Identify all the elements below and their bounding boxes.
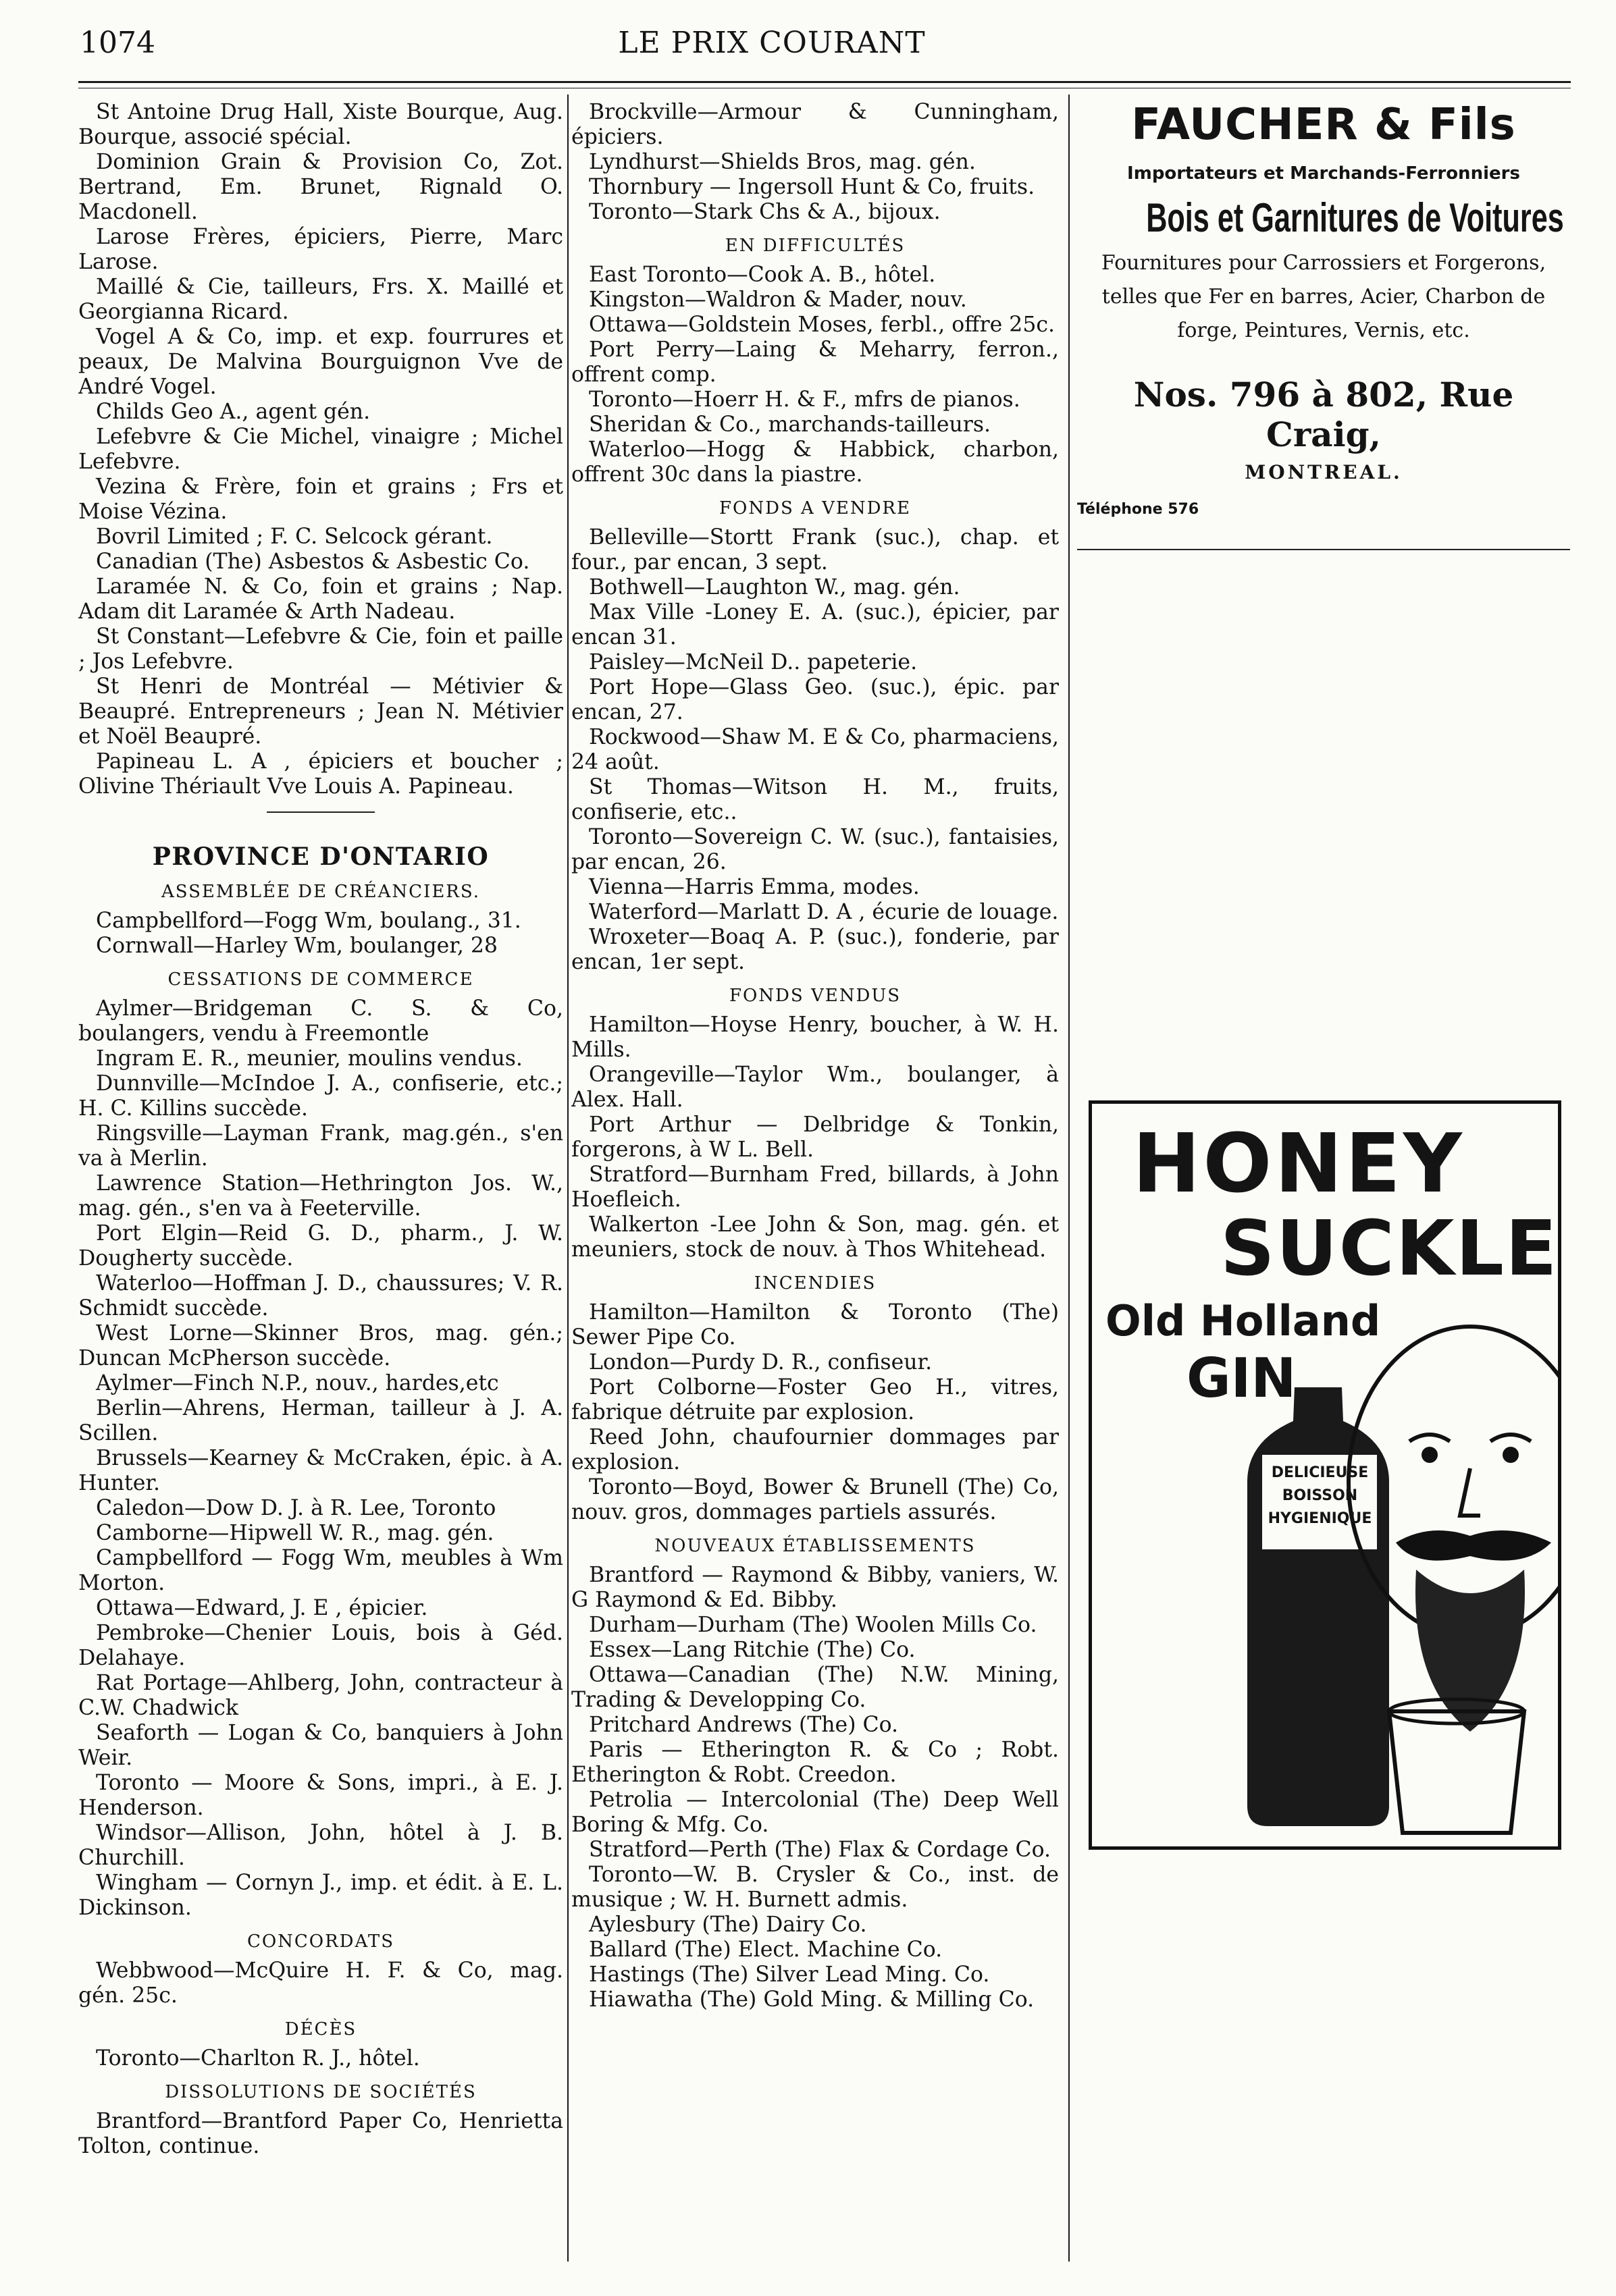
listing-entry: Hamilton—Hoyse Henry, boucher, à W. H. Mills.: [571, 1013, 1059, 1062]
bottle-icon: [1247, 1387, 1389, 1826]
section-heading: FONDS VENDUS: [729, 986, 902, 1006]
listing-entry: Windsor—Allison, John, hôtel à J. B. Churchill.: [78, 1821, 563, 1870]
listing-entry: Hiawatha (The) Gold Ming. & Milling Co.: [589, 1987, 1035, 2012]
listing-entry: Aylmer—Bridgeman C. S. & Co, boulangers, vendu à Freemontle: [78, 996, 563, 1046]
listing-entry: Sheridan & Co., marchands-tailleurs.: [589, 412, 991, 437]
glass-icon: [1389, 1711, 1524, 1833]
page-number: 1074: [80, 26, 155, 60]
listing-entry: Waterloo—Hoffman J. D., chaussures; V. R. Schmidt succède.: [78, 1271, 563, 1320]
listing-entry: Canadian (The) Asbestos & Asbestic Co.: [96, 550, 530, 574]
listing-entry: St Thomas—Witson H. M., fruits, confiserie, etc..: [571, 775, 1059, 824]
listing-entry: Toronto—Hoerr H. & F., mfrs de pianos.: [589, 388, 1020, 412]
listing-entry: Lawrence Station—Hethrington Jos. W., mag. gén., s'en va à Feeterville.: [78, 1171, 563, 1221]
listing-entry: Brantford — Raymond & Bibby, vaniers, W. G Raymond & Ed. Bibby.: [571, 1563, 1059, 1612]
listing-entry: Childs Geo A., agent gén.: [96, 400, 371, 424]
advertiser-address: Nos. 796 à 802, Rue Craig,: [1133, 375, 1514, 454]
listing-entry: Toronto—Boyd, Bower & Brunell (The) Co, nouv. gros, dommages partiels assurés.: [571, 1475, 1059, 1524]
listing-entry: Vienna—Harris Emma, modes.: [589, 875, 920, 899]
listing-entry: Toronto — Moore & Sons, impri., à E. J. Henderson.: [78, 1771, 563, 1820]
ad-old-holland: Old Holland: [1105, 1296, 1381, 1345]
section-heading: FONDS A VENDRE: [719, 498, 911, 518]
listing-entry: Campbellford — Fogg Wm, meubles à Wm Morton.: [78, 1546, 563, 1595]
listing-entry: Papineau L. A , épiciers et boucher ; Olivine Thériault Vve Louis A. Papineau.: [78, 749, 563, 799]
section-heading: CESSATIONS DE COMMERCE: [167, 969, 474, 990]
listing-entry: Orangeville—Taylor Wm., boulanger, à Alex. Hall.: [571, 1063, 1059, 1112]
listing-entry: Paris — Etherington R. & Co ; Robt. Etherington & Robt. Creedon.: [571, 1738, 1059, 1787]
listing-entry: Thornbury — Ingersoll Hunt & Co, fruits.: [589, 175, 1035, 199]
listing-entry: Port Elgin—Reid G. D., pharm., J. W. Dougherty succède.: [78, 1221, 563, 1271]
listing-entry: Wroxeter—Boaq A. P. (suc.), fonderie, par encan, 1er sept.: [571, 925, 1059, 974]
listing-entry: St Antoine Drug Hall, Xiste Bourque, Aug. Bourque, associé spécial.: [78, 100, 563, 149]
listing-entry: Kingston—Waldron & Mader, nouv.: [589, 288, 967, 312]
listing-entry: Belleville—Stortt Frank (suc.), chap. et four., par encan, 3 sept.: [571, 525, 1059, 575]
column-divider-right: [1068, 95, 1070, 2262]
listing-entry: Berlin—Ahrens, Herman, tailleur à J. A. Scillen.: [78, 1396, 563, 1445]
listing-entry: Ringsville—Layman Frank, mag.gén., s'en va à Merlin.: [78, 1121, 563, 1171]
section-rule: [267, 811, 375, 813]
listing-entry: Port Perry—Laing & Meharry, ferron., offrent comp.: [571, 338, 1059, 387]
listing-entry: Campbellford—Fogg Wm, boulang., 31.: [96, 909, 521, 933]
ad-brand-suckle: SUCKLE: [1220, 1205, 1559, 1293]
listing-entry: Lefebvre & Cie Michel, vinaigre ; Michel Lefebvre.: [78, 425, 563, 474]
listing-entry: Rockwood—Shaw M. E & Co, pharmaciens, 24 août.: [571, 725, 1059, 774]
advertiser-description: Fournitures pour Carrossiers et Forgerons, telles que Fer en barres, Acier, Charbon de forge, Peintures, Vernis, etc.: [1101, 251, 1546, 342]
listing-entry: St Henri de Montréal — Métivier & Beaupré. Entrepreneurs ; Jean N. Métivier et Noël Beaupré.: [78, 674, 563, 749]
ad-gin: GIN: [1187, 1347, 1297, 1410]
section-heading: DISSOLUTIONS DE SOCIÉTÉS: [165, 2082, 477, 2102]
listing-entry: Toronto—Sovereign C. W. (suc.), fantaisies, par encan, 26.: [571, 825, 1059, 874]
ad-brand-honey: HONEY: [1132, 1117, 1465, 1211]
listing-entry: Seaforth — Logan & Co, banquiers à John Weir.: [78, 1721, 563, 1770]
column-divider-left: [567, 95, 569, 2262]
listing-entry: Wingham — Cornyn J., imp. et édit. à E. L. Dickinson.: [78, 1871, 563, 1920]
listing-entry: Port Arthur — Delbridge & Tonkin, forgerons, à W L. Bell.: [571, 1113, 1059, 1162]
listing-entry: Lyndhurst—Shields Bros, mag. gén.: [589, 150, 976, 174]
listing-entry: Brantford—Brantford Paper Co, Henrietta Tolton, continue.: [78, 2109, 563, 2158]
page-header: [80, 26, 1565, 73]
listing-entry: Aylesbury (The) Dairy Co.: [589, 1913, 867, 1937]
listing-entry: Brussels—Kearney & McCraken, épic. à A. Hunter.: [78, 1446, 563, 1495]
listing-entry: Brockville—Armour & Cunningham, épiciers.: [571, 100, 1059, 149]
section-heading: EN DIFFICULTÉS: [725, 236, 906, 256]
section-heading: NOUVEAUX ÉTABLISSEMENTS: [654, 1536, 976, 1556]
listing-entry: Rat Portage—Ahlberg, John, contracteur à C.W. Chadwick: [78, 1671, 563, 1720]
listing-entry: East Toronto—Cook A. B., hôtel.: [589, 263, 936, 287]
listing-entry: Camborne—Hipwell W. R., mag. gén.: [96, 1521, 494, 1545]
advertiser-city: MONTREAL.: [1245, 461, 1403, 483]
listing-entry: Bovril Limited ; F. C. Selcock gérant.: [96, 525, 493, 549]
listing-entry: Aylmer—Finch N.P., nouv., hardes,etc: [96, 1371, 499, 1395]
listing-entry: Pembroke—Chenier Louis, bois à Géd. Delahaye.: [78, 1621, 563, 1670]
listing-entry: Hamilton—Hamilton & Toronto (The) Sewer Pipe Co.: [571, 1300, 1059, 1350]
header-rule: [78, 81, 1571, 83]
listing-entry: Ballard (The) Elect. Machine Co.: [589, 1938, 943, 1962]
listing-entry: Toronto—W. B. Crysler & Co., inst. de musique ; W. H. Burnett admis.: [571, 1863, 1059, 1912]
listing-entry: Walkerton -Lee John & Son, mag. gén. et meuniers, stock de nouv. à Thos Whitehead.: [571, 1212, 1059, 1262]
ad-separator: [1077, 549, 1570, 550]
section-heading: INCENDIES: [754, 1273, 877, 1293]
listing-entry: Dominion Grain & Provision Co, Zot. Bertrand, Em. Brunet, Rignald O. Macdonell.: [78, 150, 563, 224]
bottle-label: [1264, 1462, 1376, 1530]
advertiser-subtitle: Importateurs et Marchands-Ferronniers: [1127, 163, 1520, 184]
listing-entry: Vogel A & Co, imp. et exp. fourrures et peaux, De Malvina Bourguignon Vve de André Vogel.: [78, 325, 563, 399]
listing-entry: Pritchard Andrews (The) Co.: [589, 1713, 899, 1737]
listing-entry: West Lorne—Skinner Bros, mag. gén.; Duncan McPherson succède.: [78, 1321, 563, 1370]
advertiser-headline: Bois et Garnitures de Voitures: [1146, 195, 1564, 240]
middle-column: [571, 100, 1059, 2249]
mustache-icon: [1396, 1530, 1551, 1561]
listing-entry: Waterloo—Hogg & Habbick, charbon, offrent 30c dans la piastre.: [571, 437, 1059, 487]
listing-entry: Vezina & Frère, foin et grains ; Frs et Moise Vézina.: [78, 475, 563, 524]
listing-entry: Toronto—Stark Chs & A., bijoux.: [589, 200, 941, 224]
listing-entry: Hastings (The) Silver Lead Ming. Co.: [589, 1963, 990, 1987]
listing-entry: Ingram E. R., meunier, moulins vendus.: [96, 1046, 523, 1071]
listing-entry: Petrolia — Intercolonial (The) Deep Well Boring & Mfg. Co.: [571, 1788, 1059, 1837]
listing-entry: Port Hope—Glass Geo. (suc.), épic. par encan, 27.: [571, 675, 1059, 724]
advertiser-name: FAUCHER & Fils: [1131, 100, 1516, 150]
advertiser-telephone: Téléphone 576: [1077, 501, 1199, 518]
listing-entry: Maillé & Cie, tailleurs, Frs. X. Maillé et Georgianna Ricard.: [78, 275, 563, 324]
listing-entry: Bothwell—Laughton W., mag. gén.: [589, 575, 960, 599]
bottle-label-line: DELICIEUSE: [1271, 1464, 1369, 1481]
province-heading: PROVINCE D'ONTARIO: [152, 843, 490, 871]
section-heading: ASSEMBLÉE DE CRÉANCIERS.: [161, 882, 481, 902]
listing-entry: Ottawa—Edward, J. E , épicier.: [96, 1596, 428, 1620]
running-title: LE PRIX COURANT: [618, 26, 926, 60]
listing-entry: Reed John, chaufournier dommages par explosion.: [571, 1425, 1059, 1474]
section-heading: DÉCÈS: [284, 2019, 357, 2039]
listing-entry: London—Purdy D. R., confiseur.: [589, 1350, 933, 1374]
listing-entry: Laramée N. & Co, foin et grains ; Nap. Adam dit Laramée & Arth Nadeau.: [78, 575, 563, 624]
bottle-label-line: BOISSON: [1282, 1487, 1358, 1504]
section-heading: CONCORDATS: [246, 1931, 395, 1952]
gin-advertisement: [1089, 1100, 1561, 1850]
listing-entry: Toronto—Charlton R. J., hôtel.: [96, 2046, 420, 2071]
listing-entry: Paisley—McNeil D.. papeterie.: [589, 650, 918, 674]
listing-entry: Ottawa—Canadian (The) N.W. Mining, Trading & Developping Co.: [571, 1663, 1059, 1712]
listing-entry: Stratford—Burnham Fred, billards, à John Hoefleich.: [571, 1163, 1059, 1212]
listing-entry: Caledon—Dow D. J. à R. Lee, Toronto: [96, 1496, 496, 1520]
listing-entry: Larose Frères, épiciers, Pierre, Marc Larose.: [78, 225, 563, 274]
listing-entry: Port Colborne—Foster Geo H., vitres, fabrique détruite par explosion.: [571, 1375, 1059, 1424]
listing-entry: Max Ville -Loney E. A. (suc.), épicier, par encan 31.: [571, 600, 1059, 649]
listing-entry: Cornwall—Harley Wm, boulanger, 28: [96, 934, 498, 958]
listing-entry: Stratford—Perth (The) Flax & Cordage Co.: [589, 1838, 1051, 1862]
bottle-label-line: HYGIENIQUE: [1268, 1510, 1372, 1527]
listing-entry: Webbwood—McQuire H. F. & Co, mag. gén. 25c.: [78, 1958, 563, 2008]
listing-entry: St Constant—Lefebvre & Cie, foin et paille ; Jos Lefebvre.: [78, 624, 563, 674]
listing-entry: Ottawa—Goldstein Moses, ferbl., offre 25c.: [589, 313, 1055, 337]
listing-entry: Waterford—Marlatt D. A , écurie de louage.: [589, 900, 1059, 924]
left-column: [78, 100, 563, 2249]
listing-entry: Essex—Lang Ritchie (The) Co.: [589, 1638, 916, 1662]
listing-entry: Dunnville—McIndoe J. A., confiserie, etc.; H. C. Killins succède.: [78, 1071, 563, 1121]
beard-icon: [1415, 1570, 1525, 1732]
listing-entry: Durham—Durham (The) Woolen Mills Co.: [589, 1613, 1037, 1637]
